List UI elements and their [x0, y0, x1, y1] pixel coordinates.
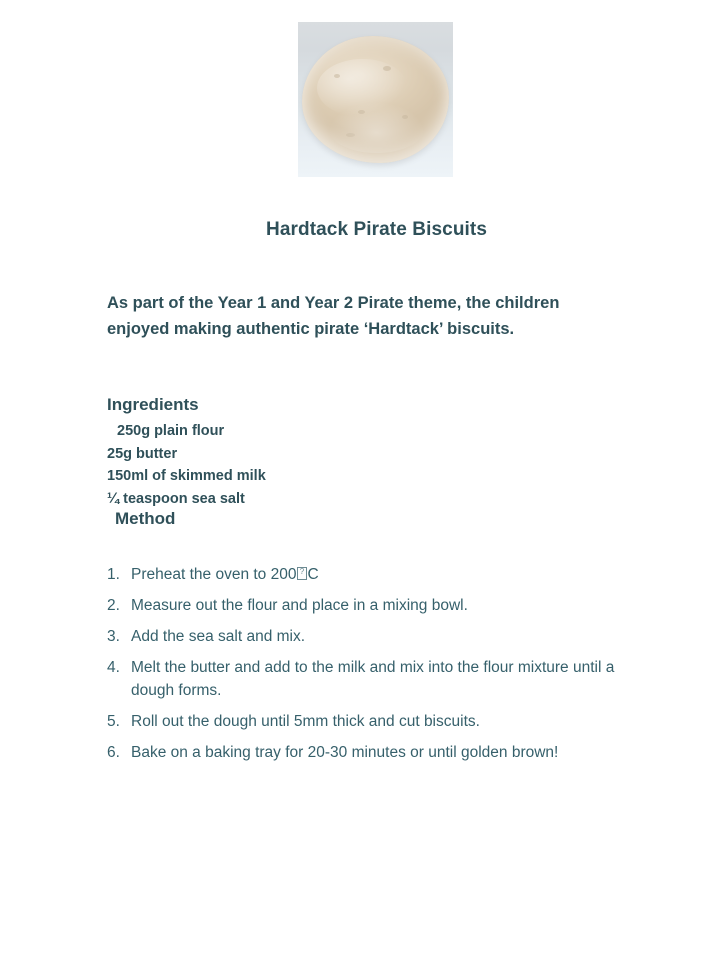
ingredients-heading: Ingredients [107, 395, 199, 414]
step-number: 3. [107, 628, 120, 645]
step-number: 5. [107, 712, 120, 730]
ingredient-item: ¼ teaspoon sea salt [107, 490, 245, 507]
photo-background [298, 22, 453, 177]
method-step [107, 564, 627, 587]
method-step [107, 742, 627, 765]
biscuit-texture-speck [334, 74, 340, 78]
ingredient-item: 25g butter [107, 445, 178, 462]
step-number: 2. [107, 597, 120, 614]
ingredient-item: 150ml of skimmed milk [107, 468, 266, 484]
step-text [131, 564, 627, 587]
method-step [107, 711, 627, 734]
method-heading: Method [115, 509, 176, 528]
biscuit-texture-speck [383, 66, 391, 71]
step-text: Bake on a baking tray for 20-30 minutes or until golden brown! [131, 743, 559, 761]
step-number: 6. [107, 743, 120, 761]
ingredient-item: 250g plain flour [117, 423, 225, 439]
step-text-before: Preheat the oven to 200 [131, 566, 297, 583]
ingredients-list [107, 420, 407, 510]
biscuit-texture-speck [402, 115, 408, 119]
page-title: Hardtack Pirate Biscuits [266, 219, 487, 240]
method-steps-list [107, 564, 627, 773]
step-text: Add the sea salt and mix. [131, 628, 306, 645]
biscuit-texture-speck [358, 110, 365, 114]
step-text: Roll out the dough until 5mm thick and cut biscuits. [131, 712, 480, 730]
step-text: Melt the butter and add to the milk and mix into the flour mixture until a dough forms. [131, 659, 615, 699]
hardtack-biscuit-photo [298, 22, 453, 177]
missing-glyph-icon [297, 567, 307, 580]
method-step [107, 595, 627, 618]
step-text-after: C [307, 566, 319, 583]
step-text: Measure out the flour and place in a mixing bowl. [131, 597, 468, 614]
step-number: 1. [107, 566, 120, 583]
method-step [107, 657, 627, 702]
method-step [107, 626, 627, 649]
biscuit-shape [302, 36, 449, 163]
intro-paragraph: As part of the Year 1 and Year 2 Pirate theme, the children enjoyed making authentic pirate ‘Hardtack’ biscuits. [107, 294, 560, 338]
step-number: 4. [107, 659, 120, 676]
biscuit-texture-speck [346, 133, 355, 137]
